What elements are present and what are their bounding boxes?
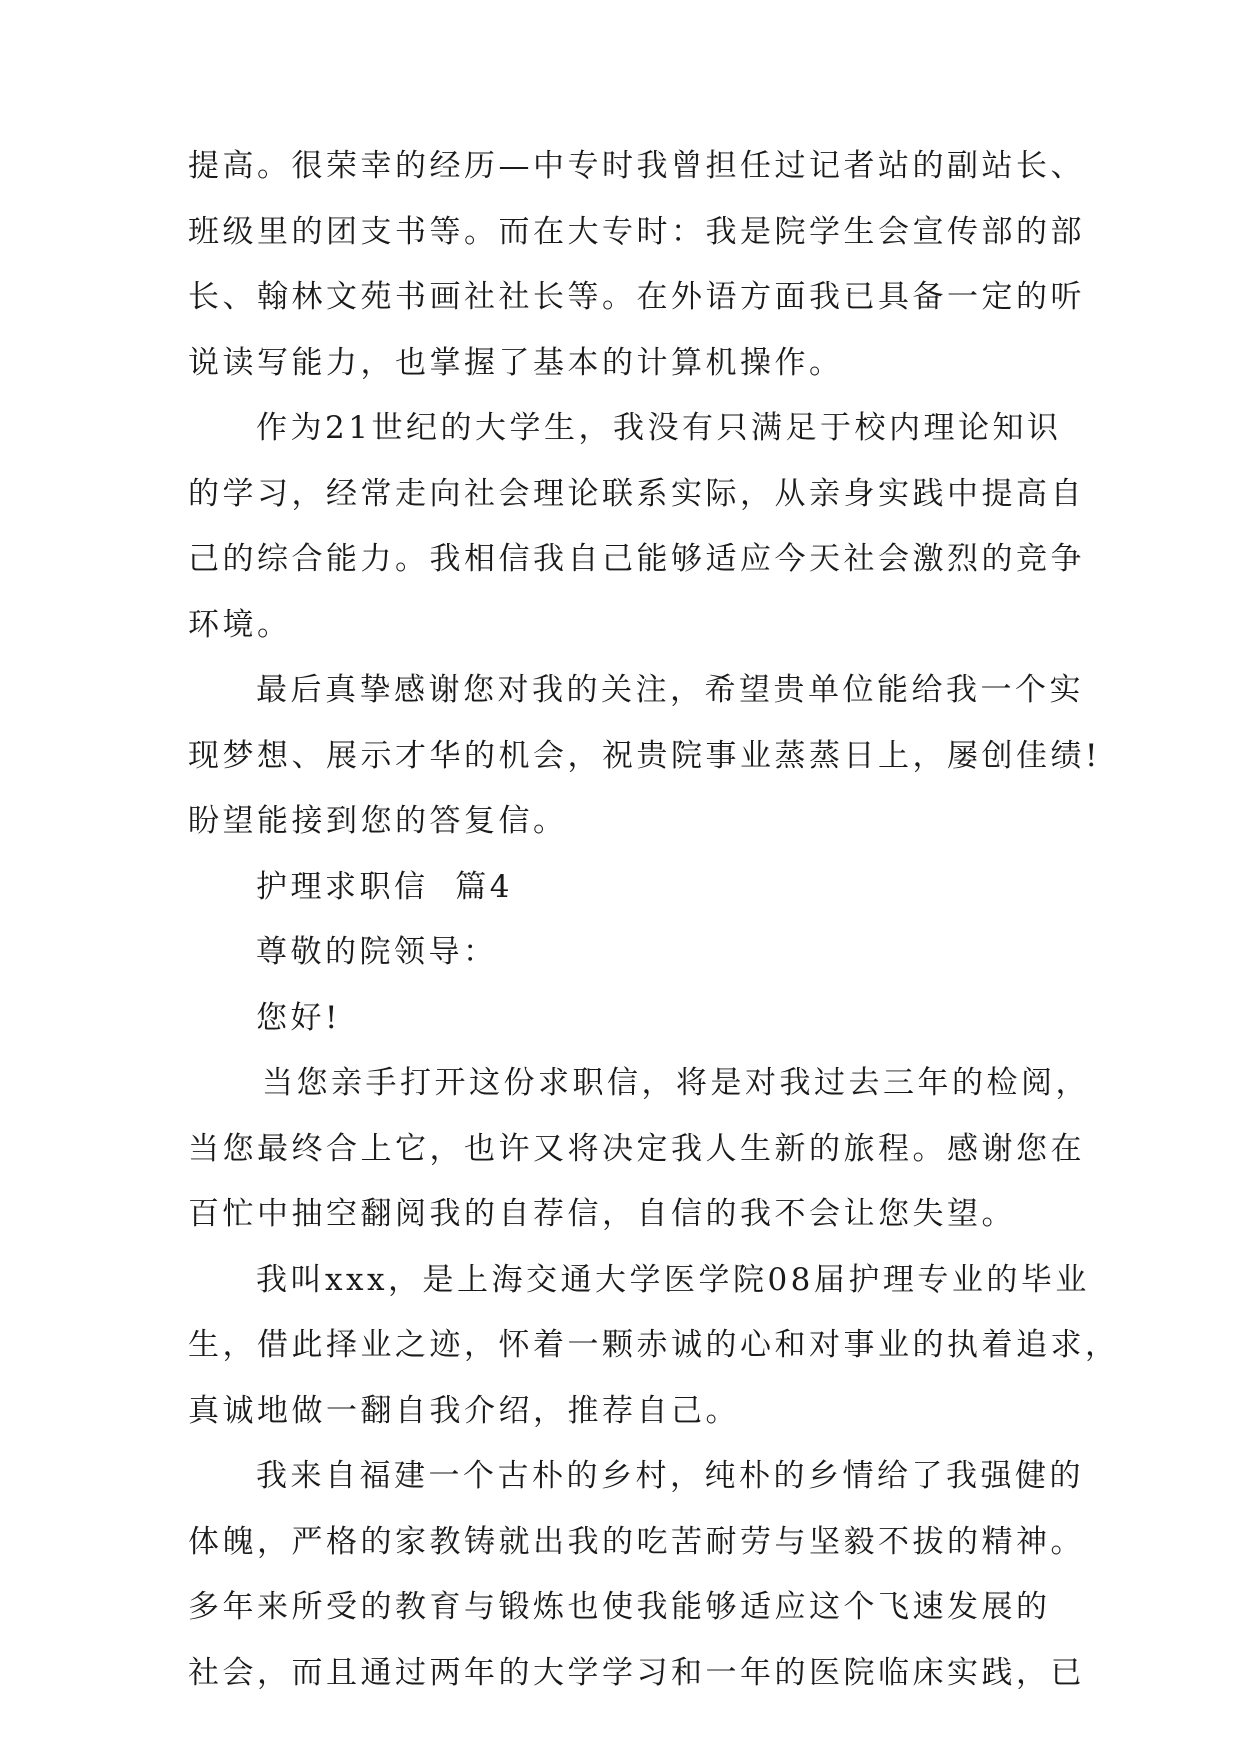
- paragraph-line: 环境。: [188, 606, 292, 643]
- paragraph-line: 社会，而且通过两年的大学学习和一年的医院临床实践，已: [188, 1654, 1085, 1691]
- paragraph-line: 百忙中抽空翻阅我的自荐信，自信的我不会让您失望。: [188, 1196, 1016, 1232]
- paragraph-line: 真诚地做一翻自我介绍，推荐自己。: [188, 1392, 740, 1429]
- paragraph-line: 多年来所受的教育与锻炼也使我能够适应这个飞速发展的: [188, 1589, 1051, 1625]
- paragraph-line: 现梦想、展示才华的机会，祝贵院事业蒸蒸日上，屡创佳绩!: [188, 737, 1101, 774]
- paragraph-line: 盼望能接到您的答复信。: [188, 803, 568, 839]
- paragraph-line: 当您亲手打开这份求职信，将是对我过去三年的检阅，: [262, 1065, 1090, 1101]
- paragraph-line: 我叫xxx，是上海交通大学医学院08届护理专业的毕业: [256, 1261, 1090, 1298]
- paragraph-line: 班级里的团支书等。而在大专时：我是院学生会宣传部的部: [188, 213, 1085, 250]
- paragraph-line: 长、翰林文苑书画社社长等。在外语方面我已具备一定的听: [188, 279, 1085, 315]
- paragraph-line: 说读写能力，也掌握了基本的计算机操作。: [188, 344, 844, 381]
- paragraph-line: 我来自福建一个古朴的乡村，纯朴的乡情给了我强健的: [256, 1458, 1084, 1494]
- paragraph-line: 最后真挚感谢您对我的关注，希望贵单位能给我一个实: [256, 672, 1084, 708]
- section-heading: 护理求职信 篇4: [256, 868, 513, 905]
- paragraph-line: 当您最终合上它，也许又将决定我人生新的旅程。感谢您在: [188, 1130, 1085, 1167]
- paragraph-line: 作为21世纪的大学生，我没有只满足于校内理论知识: [256, 410, 1062, 446]
- paragraph-line: 生，借此择业之迹，怀着一颗赤诚的心和对事业的执着追求，: [188, 1327, 1120, 1363]
- paragraph-line: 己的综合能力。我相信我自己能够适应今天社会激烈的竞争: [188, 541, 1085, 577]
- document-body: [188, 134, 1120, 1706]
- salutation: 尊敬的院领导：: [256, 934, 498, 970]
- paragraph-line: 提高。很荣幸的经历—中专时我曾担任过记者站的副站长、: [188, 148, 1085, 184]
- paragraph-line: 体魄，严格的家教铸就出我的吃苦耐劳与坚毅不拔的精神。: [188, 1523, 1085, 1560]
- greeting: 您好!: [256, 999, 341, 1036]
- paragraph-line: 的学习，经常走向社会理论联系实际，从亲身实践中提高自: [188, 475, 1085, 512]
